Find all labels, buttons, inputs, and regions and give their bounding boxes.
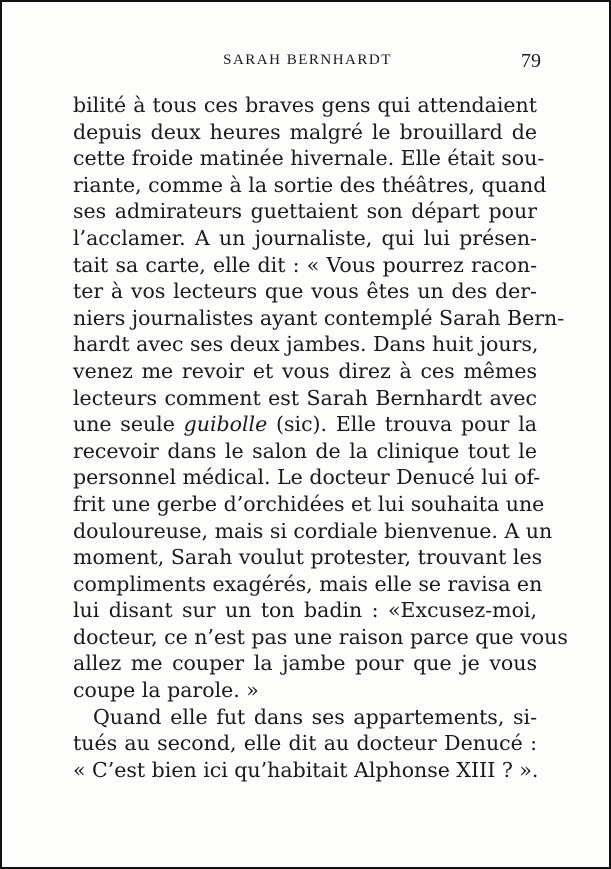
text-line: ses admirateurs guettaient son départ pour [73, 199, 537, 224]
text-line: l’acclamer. A un journaliste, qui lui présen- [73, 225, 537, 250]
text-line: « C’est bien ici qu’habitait Alphonse XIII ? ». [73, 757, 539, 782]
text-line: frit une gerbe d’orchidées et lui souhaita une [73, 491, 545, 516]
text-line: depuis deux heures malgré le brouillard de [73, 119, 537, 144]
text-line: tait sa carte, elle dit : « Vous pourrez racon- [73, 252, 537, 277]
text-line: Quand elle fut dans ses appartements, si- [93, 704, 537, 729]
text-line: docteur, ce n’est pas une raison parce que vous [73, 624, 568, 649]
body-text [73, 92, 568, 783]
text-line: recevoir dans le salon de la clinique tout le [73, 438, 537, 463]
text-line: moment, Sarah voulut protester, trouvant les [73, 545, 543, 570]
text-line: compliments exagérés, mais elle se ravisa en [73, 571, 543, 596]
text-line: riante, comme à la sortie des théâtres, quand [73, 172, 547, 197]
text-line: lecteurs comment est Sarah Bernhardt avec [73, 385, 537, 410]
text-line: niers journalistes ayant contemplé Sarah Bern- [73, 305, 565, 330]
running-head [2, 52, 611, 72]
page-number: 79 [521, 50, 541, 72]
text-line: coupe la parole. » [73, 678, 259, 703]
text-line: douloureuse, mais si cordiale bienvenue. A un [73, 518, 553, 543]
text-line: personnel médical. Le docteur Denucé lui of- [73, 465, 541, 490]
text-line: hardt avec ses deux jambes. Dans huit jours, [73, 332, 539, 357]
text-line: cette froide matinée hivernale. Elle était sou- [73, 146, 545, 171]
text-line: venez me revoir et vous direz à ces mêmes [73, 358, 537, 383]
text-line: bilité à tous ces braves gens qui attendaient [73, 93, 537, 117]
text-line: lui disant sur un ton badin : «Excusez-moi, [73, 598, 537, 623]
text-line: tués au second, elle dit au docteur Denucé : [73, 731, 537, 756]
text-line: ter à vos lecteurs que vous êtes un des der- [73, 279, 537, 304]
text-line: une seule guibolle (sic). Elle trouva pour la [73, 412, 537, 437]
text-line: allez me couper la jambe pour que je vous [73, 651, 537, 676]
running-title: SARAH BERNHARDT [223, 52, 392, 68]
